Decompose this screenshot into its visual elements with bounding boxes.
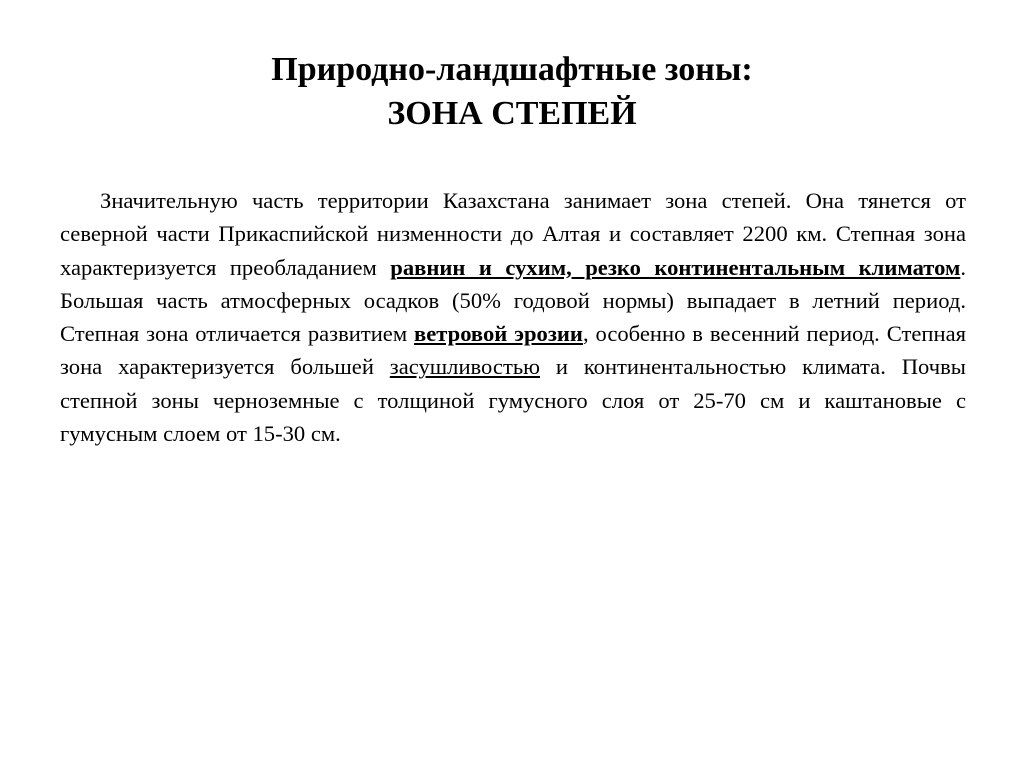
paragraph-text-3: , особенно в весенний период. Степная зона характеризуется большей: [60, 321, 967, 380]
paragraph-text-1: Значительную часть территории Казахстана занимает зона степей. Она тянется от северной части Прикаспийской низменности до Алтая и составляет 2200 км. Степная зона характеризуется преобладанием: [60, 188, 966, 280]
title-line-2: ЗОНА СТЕПЕЙ: [387, 95, 637, 132]
slide-title: [0, 48, 1024, 136]
title-line-1: Природно-ландшафтные зоны:: [271, 51, 753, 88]
emphasis-aridity: засушливостью: [389, 354, 540, 380]
paragraph-text-2: . Большая часть атмосферных осадков (50% годовой нормы) выпадает в летний период. Степная зона отличается развитием: [60, 254, 966, 347]
emphasis-wind-erosion: ветровой эрозии: [414, 321, 583, 347]
body-paragraph: [60, 184, 966, 450]
paragraph-text-4: и континентальностью климата. Почвы степной зоны черноземные с толщиной гумусного слоя от 25-70 см и каштановые с гумусным слоем от 15-30 см.: [60, 354, 966, 447]
emphasis-plains-climate: равнин и сухим, резко континентальным климатом: [390, 254, 961, 280]
